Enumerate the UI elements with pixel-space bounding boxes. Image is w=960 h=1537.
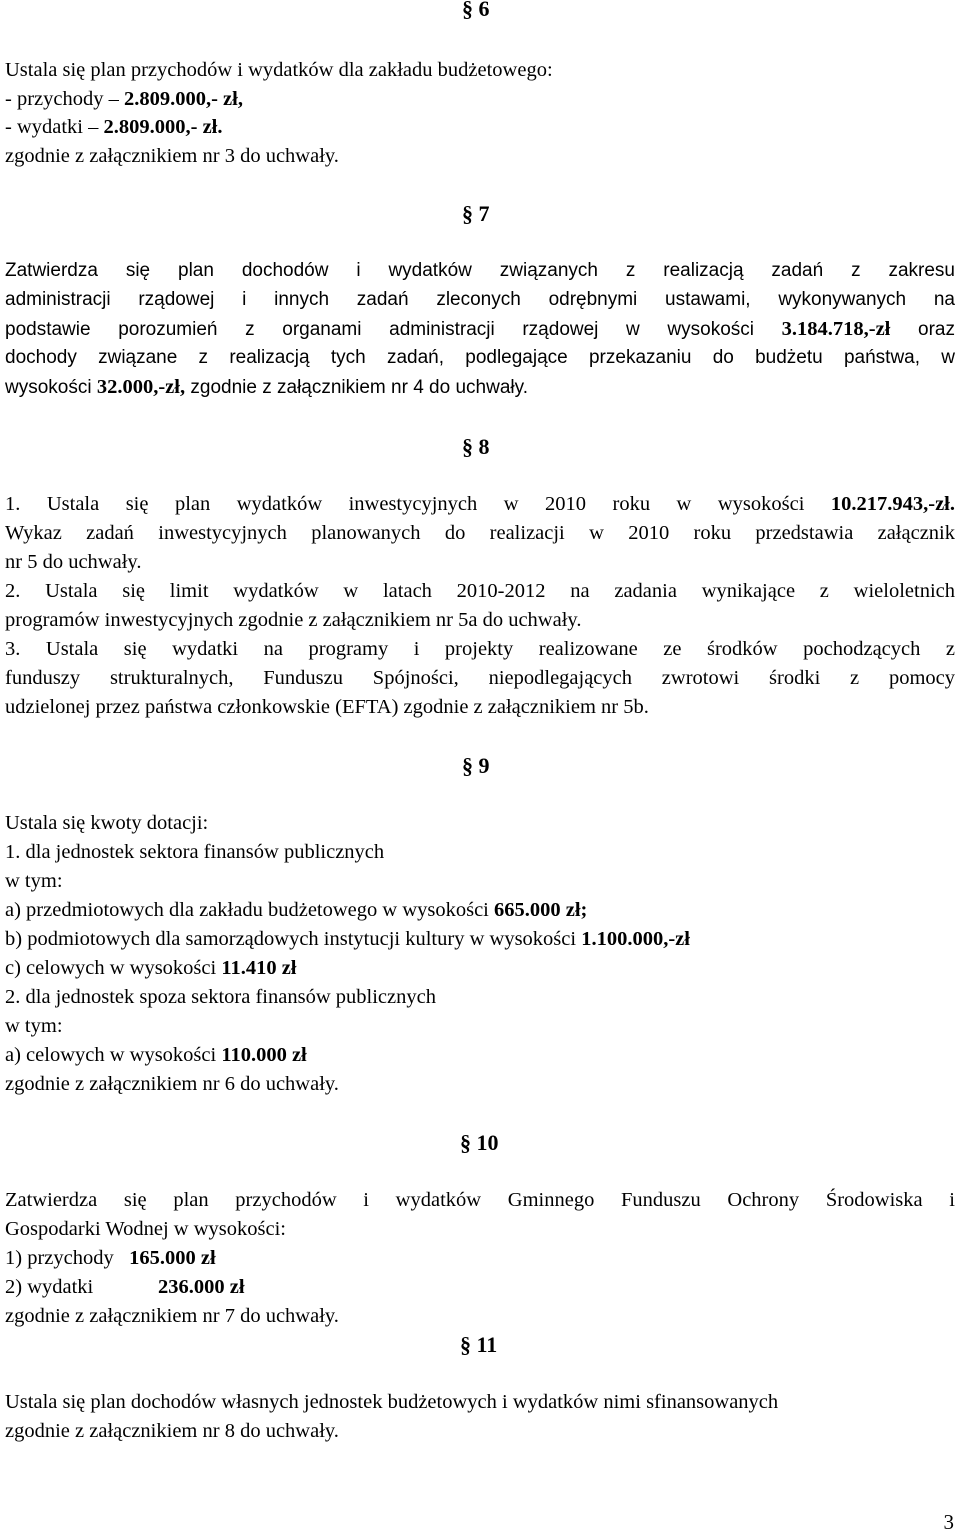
s8-line-6: 3. Ustala się wydatki na programy i projekty realizowane ze środków pochodzących z xyxy=(5,638,955,660)
s8-line-8: udzielonej przez państwa członkowskie (EFTA) zgodnie z załącznikiem nr 5b. xyxy=(5,696,649,718)
s8-line-2: Wykaz zadań inwestycyjnych planowanych do realizacji w 2010 roku przedstawia załącznik xyxy=(5,522,955,544)
s10-line-3: 1) przychody 165.000 zł xyxy=(5,1247,216,1269)
s9-amount-b: 1.100.000,-zł xyxy=(581,928,690,950)
section-9-heading: § 9 xyxy=(462,753,490,778)
s7-amount-2: 32.000,-zł, xyxy=(96,376,186,398)
s9-line-10: zgodnie z załącznikiem nr 6 do uchwały. xyxy=(5,1073,339,1095)
section-7-heading: § 7 xyxy=(462,201,490,226)
s8-line-7: funduszy strukturalnych, Funduszu Spójności, niepodlegających zwrotowi środki z pomocy xyxy=(5,667,955,689)
page-number: 3 xyxy=(943,1510,954,1534)
s8-line-1: 1. Ustala się plan wydatków inwestycyjnych w 2010 roku w wysokości 10.217.943,-zł. xyxy=(5,493,955,515)
s7-line-2: administracji rządowej i innych zadań zleconych odrębnymi ustawami, wykonywanych na xyxy=(5,289,955,310)
s10-revenue-amount: 165.000 zł xyxy=(129,1247,216,1269)
s8-line-5: programów inwestycyjnych zgodnie z załącznikiem nr 5a do uchwały. xyxy=(5,609,582,631)
s6-line-1: Ustala się plan przychodów i wydatków dla zakładu budżetowego: xyxy=(5,59,553,81)
s9-line-3: w tym: xyxy=(5,870,63,892)
s7-amount-1: 3.184.718,-zł xyxy=(781,318,891,340)
s9-line-1: Ustala się kwoty dotacji: xyxy=(5,812,209,834)
s9-line-2: 1. dla jednostek sektora finansów publicznych xyxy=(5,841,385,863)
s10-line-5: zgodnie z załącznikiem nr 7 do uchwały. xyxy=(5,1305,339,1327)
s6-expense-amount: 2.809.000,- zł. xyxy=(103,116,223,138)
section-8-heading: § 8 xyxy=(462,434,490,459)
s9-line-9: a) celowych w wysokości 110.000 zł xyxy=(5,1044,307,1066)
s10-line-4: 2) wydatki 236.000 zł xyxy=(5,1276,245,1298)
s7-line-1: Zatwierdza się plan dochodów i wydatków związanych z realizacją zadań z zakresu xyxy=(5,260,955,281)
s9-amount-d: 110.000 zł xyxy=(221,1044,307,1066)
s6-expense-line: - wydatki – 2.809.000,- zł. xyxy=(5,116,223,138)
s11-line-2: zgodnie z załącznikiem nr 8 do uchwały. xyxy=(5,1420,339,1442)
section-6-heading: § 6 xyxy=(462,0,490,21)
s7-line-3: podstawie porozumień z organami administracji rządowej w wysokości 3.184.718,-zł oraz xyxy=(5,318,955,340)
s9-line-6: c) celowych w wysokości 11.410 zł xyxy=(5,957,297,979)
s8-line-3: nr 5 do uchwały. xyxy=(5,551,142,573)
s9-line-5: b) podmiotowych dla samorządowych instytucji kultury w wysokości 1.100.000,-zł xyxy=(5,928,690,950)
s6-revenue-line: - przychody – 2.809.000,- zł, xyxy=(5,88,243,110)
section-10-heading: § 10 xyxy=(460,1130,499,1155)
s9-line-8: w tym: xyxy=(5,1015,63,1037)
section-11-heading: § 11 xyxy=(460,1332,498,1357)
s9-amount-a: 665.000 zł; xyxy=(494,899,588,921)
s8-line-4: 2. Ustala się limit wydatków w latach 2010-2012 na zadania wynikające z wieloletnich xyxy=(5,580,955,602)
s7-line-4: dochody związane z realizacją tych zadań, podlegające przekazaniu do budżetu państwa, w xyxy=(5,347,955,368)
s10-line-2: Gospodarki Wodnej w wysokości: xyxy=(5,1218,286,1240)
s6-revenue-amount: 2.809.000,- zł, xyxy=(123,88,243,110)
s10-expense-amount: 236.000 zł xyxy=(158,1276,245,1298)
s7-line-5: wysokości 32.000,-zł, zgodnie z załącznikiem nr 4 do uchwały. xyxy=(5,376,528,398)
s11-line-1: Ustala się plan dochodów własnych jednostek budżetowych i wydatków nimi sfinansowanych xyxy=(5,1391,779,1413)
s8-amount: 10.217.943,-zł. xyxy=(830,493,955,515)
s9-line-4: a) przedmiotowych dla zakładu budżetowego w wysokości 665.000 zł; xyxy=(5,899,588,921)
s6-line-4: zgodnie z załącznikiem nr 3 do uchwały. xyxy=(5,145,339,167)
s9-line-7: 2. dla jednostek spoza sektora finansów publicznych xyxy=(5,986,436,1008)
s10-line-1: Zatwierdza się plan przychodów i wydatków Gminnego Funduszu Ochrony Środowiska i xyxy=(5,1189,955,1211)
s9-amount-c: 11.410 zł xyxy=(221,957,297,979)
